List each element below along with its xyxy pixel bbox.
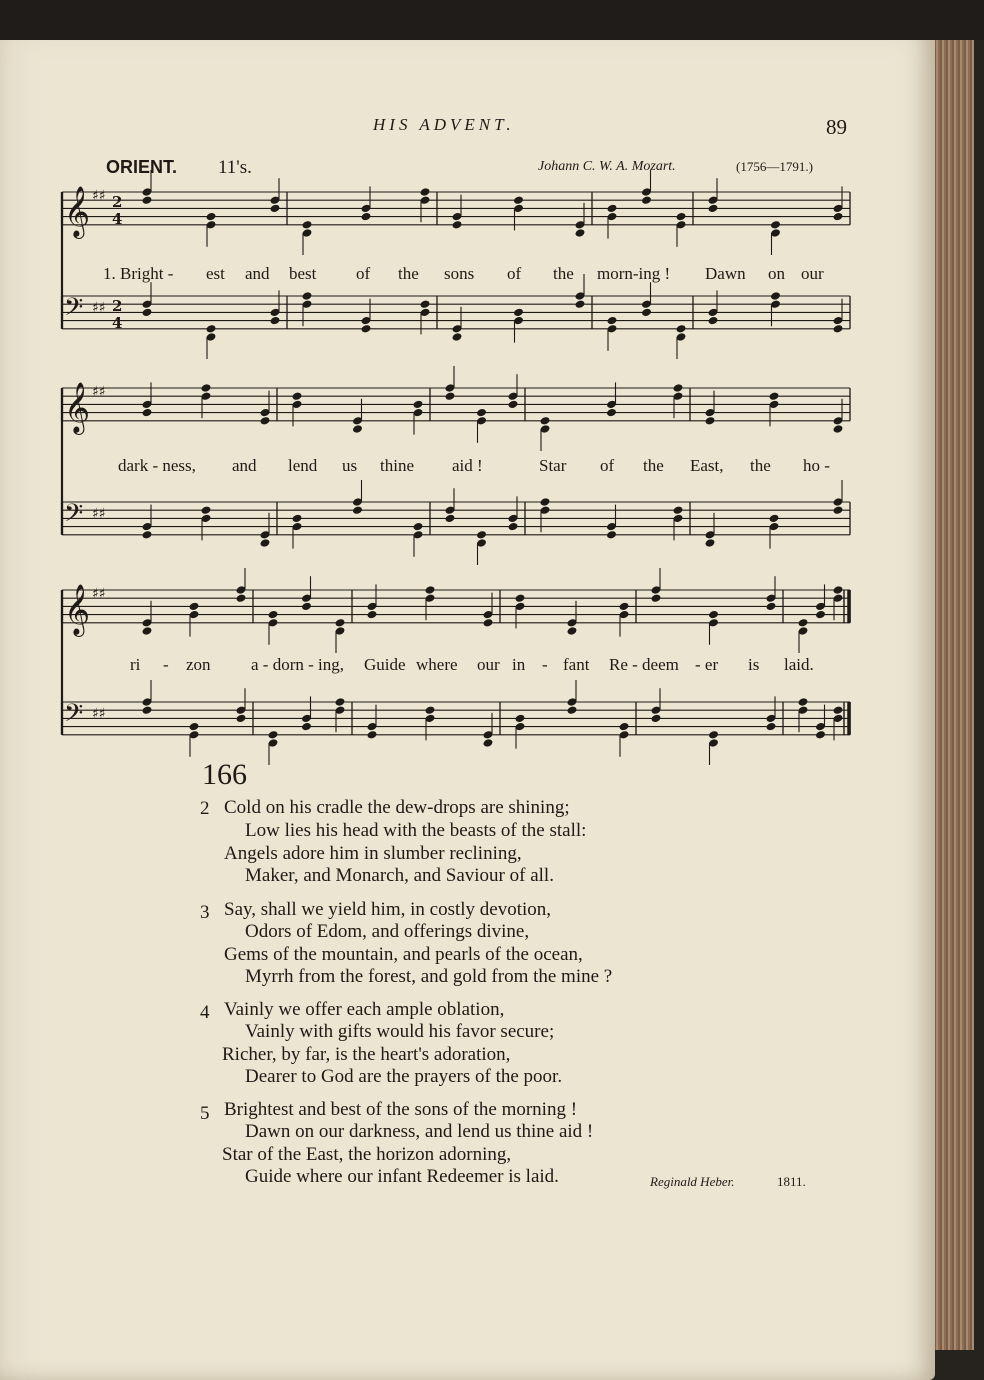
notehead — [483, 738, 494, 748]
notehead — [619, 722, 630, 732]
notehead — [815, 610, 826, 620]
bass-clef: 𝄢 — [64, 699, 84, 734]
lyric-syllable: - — [542, 655, 548, 674]
stanza-number: 4 — [200, 1002, 210, 1023]
stanza-line: Richer, by far, is the heart's adoration, — [222, 1044, 511, 1065]
notehead — [413, 522, 424, 532]
notehead — [607, 204, 618, 214]
notehead — [352, 505, 363, 515]
lyric-syllable: - — [163, 655, 169, 674]
notehead — [676, 212, 687, 222]
notehead — [236, 714, 247, 724]
notehead — [508, 522, 519, 532]
notehead — [268, 610, 279, 620]
lyric-syllable: aid ! — [452, 456, 483, 475]
stanza-line: Low lies his head with the beasts of the stall: — [245, 820, 587, 841]
lyric-syllable: lend — [288, 456, 318, 475]
notehead — [798, 697, 809, 707]
lyric-syllable: laid. — [784, 655, 814, 674]
notehead — [508, 400, 519, 410]
stanza-line: Dearer to God are the prayers of the poor. — [245, 1066, 563, 1087]
notehead — [476, 530, 487, 540]
notehead — [515, 714, 526, 724]
notehead — [142, 626, 153, 636]
notehead — [606, 530, 617, 540]
lyric-syllable: Guide — [364, 655, 406, 674]
lyric-syllable: ri — [130, 655, 141, 674]
bass-clef: 𝄢 — [64, 293, 84, 328]
notehead — [413, 400, 424, 410]
notehead — [270, 316, 281, 326]
notehead — [142, 705, 153, 715]
stanza-number: 5 — [200, 1103, 210, 1124]
notehead — [260, 538, 271, 548]
notehead — [292, 391, 303, 401]
stanza-line: Odors of Edom, and offerings divine, — [245, 921, 530, 942]
lyric-syllable: is — [748, 655, 760, 674]
lyric-syllable: - er — [695, 655, 719, 674]
notehead — [567, 705, 578, 715]
time-signature: 2 — [112, 193, 123, 211]
key-signature: ♯♯ — [92, 384, 106, 400]
notehead — [367, 610, 378, 620]
notehead — [142, 408, 153, 418]
key-signature: ♯♯ — [92, 706, 106, 722]
treble-clef: 𝄞 — [64, 382, 91, 433]
lyric-syllable: best — [289, 264, 317, 283]
lyric-syllable: 1. Bright - — [103, 264, 174, 283]
lyric-syllable: Dawn — [705, 264, 746, 283]
notehead — [142, 195, 153, 205]
treble-clef: 𝄞 — [64, 584, 91, 635]
lyric-syllable: Star — [539, 456, 567, 475]
notehead — [815, 730, 826, 740]
notehead — [206, 212, 217, 222]
lyric-syllable: thine — [380, 456, 414, 475]
notehead — [798, 618, 809, 628]
notehead — [425, 585, 436, 595]
notehead — [705, 538, 716, 548]
notehead — [540, 416, 551, 426]
notehead — [268, 730, 279, 740]
lyric-syllable: sons — [444, 264, 475, 283]
notehead — [705, 416, 716, 426]
notehead — [673, 505, 684, 515]
notehead — [540, 497, 551, 507]
composer-dates: (1756—1791.) — [736, 159, 813, 174]
key-signature: ♯♯ — [92, 188, 106, 204]
notehead — [301, 602, 312, 612]
notehead — [206, 324, 217, 334]
notehead — [833, 212, 844, 222]
notehead — [445, 514, 456, 524]
notehead — [452, 332, 463, 342]
notehead — [770, 220, 781, 230]
stanza-line: Vainly with gifts would his favor secure; — [245, 1021, 555, 1042]
tune-name: ORIENT. — [106, 157, 178, 177]
notehead — [189, 722, 200, 732]
lyric-syllable: and — [232, 456, 257, 475]
notehead — [425, 705, 436, 715]
lyric-syllable: the — [553, 264, 574, 283]
stanza-line: Dawn on our darkness, and lend us thine aid ! — [245, 1121, 594, 1142]
notehead — [292, 514, 303, 524]
lyric-syllable: our — [477, 655, 500, 674]
lyric-syllable: and — [245, 264, 270, 283]
notehead — [766, 722, 777, 732]
stanza-number: 2 — [200, 798, 210, 819]
notehead — [476, 408, 487, 418]
lyric-syllable: zon — [186, 655, 211, 674]
notehead — [708, 316, 719, 326]
notehead — [302, 291, 313, 301]
notehead — [708, 730, 719, 740]
notehead — [641, 308, 652, 318]
treble-clef: 𝄞 — [64, 186, 91, 237]
notehead — [567, 626, 578, 636]
stanza-line: Cold on his cradle the dew-drops are shining; — [224, 797, 570, 818]
notehead — [673, 383, 684, 393]
lyric-syllable: a - dorn - ing, — [251, 655, 345, 674]
hymn-author: Reginald Heber. — [650, 1174, 735, 1189]
notehead — [201, 505, 212, 515]
notehead — [770, 291, 781, 301]
notehead — [833, 324, 844, 334]
notehead — [420, 187, 431, 197]
notehead — [361, 212, 372, 222]
lyric-syllable: of — [356, 264, 371, 283]
notehead — [420, 299, 431, 309]
notehead — [270, 204, 281, 214]
notehead — [483, 618, 494, 628]
notehead — [236, 593, 247, 603]
page-number: 89 — [826, 115, 847, 139]
notehead — [708, 610, 719, 620]
notehead — [301, 722, 312, 732]
notehead — [833, 424, 844, 434]
bass-clef: 𝄢 — [64, 499, 84, 534]
lyric-syllable: ho - — [803, 456, 830, 475]
lyric-syllable: est — [206, 264, 225, 283]
lyric-syllable: of — [600, 456, 615, 475]
lyric-syllable: the — [750, 456, 771, 475]
stanza-line: Say, shall we yield him, in costly devotion, — [224, 899, 552, 920]
notehead — [367, 730, 378, 740]
lyric-syllable: the — [643, 456, 664, 475]
lyric-syllable: of — [507, 264, 522, 283]
lyric-syllable: us — [342, 456, 358, 475]
notehead — [201, 383, 212, 393]
stanza-line: Angels adore him in slumber reclining, — [224, 843, 522, 864]
stanza-line: Brightest and best of the sons of the morning ! — [224, 1099, 578, 1120]
time-signature: 4 — [112, 314, 123, 332]
notehead — [445, 391, 456, 401]
stanza-line: Maker, and Monarch, and Saviour of all. — [245, 865, 554, 886]
notehead — [515, 593, 526, 603]
lyric-syllable: morn-ing ! — [597, 264, 671, 283]
notehead — [575, 299, 586, 309]
notehead — [513, 195, 524, 205]
notehead — [833, 585, 844, 595]
time-signature: 2 — [112, 297, 123, 315]
notehead — [676, 324, 687, 334]
key-signature: ♯♯ — [92, 506, 106, 522]
notehead — [335, 697, 346, 707]
notehead — [189, 602, 200, 612]
lyric-syllable: dark - ness, — [118, 456, 196, 475]
notehead — [651, 593, 662, 603]
lyric-syllable: East, — [690, 456, 724, 475]
notehead — [260, 416, 271, 426]
notehead — [708, 204, 719, 214]
notehead — [575, 228, 586, 238]
stanza-line: Vainly we offer each ample oblation, — [224, 999, 505, 1020]
notehead — [606, 408, 617, 418]
notehead — [607, 316, 618, 326]
lyric-syllable: in — [512, 655, 526, 674]
key-signature: ♯♯ — [92, 586, 106, 602]
notehead — [833, 505, 844, 515]
notehead — [619, 602, 630, 612]
notehead — [769, 514, 780, 524]
stanza-line: Guide where our infant Redeemer is laid. — [245, 1166, 559, 1187]
lyric-syllable: where — [416, 655, 458, 674]
key-signature: ♯♯ — [92, 300, 106, 316]
hymn-year: 1811. — [777, 1174, 806, 1189]
hymn-number: 166 — [202, 758, 247, 791]
notehead — [142, 530, 153, 540]
composer: Johann C. W. A. Mozart. — [538, 159, 676, 174]
notehead — [766, 602, 777, 612]
notehead — [142, 308, 153, 318]
tune-meter: 11's. — [218, 157, 252, 178]
lyric-syllable: the — [398, 264, 419, 283]
notehead — [352, 424, 363, 434]
notehead — [833, 705, 844, 715]
notehead — [769, 391, 780, 401]
notehead — [361, 324, 372, 334]
stanza-line: Star of the East, the horizon adorning, — [222, 1144, 512, 1165]
notehead — [513, 308, 524, 318]
notehead — [302, 220, 313, 230]
stanza-number: 3 — [200, 902, 210, 923]
stanza-line: Gems of the mountain, and pearls of the ocean, — [224, 944, 583, 965]
lyric-syllable: fant — [563, 655, 590, 674]
time-signature: 4 — [112, 210, 123, 228]
lyric-syllable: Re - deem — [609, 655, 679, 674]
stanza-line: Myrrh from the forest, and gold from the mine ? — [245, 966, 613, 987]
notehead — [651, 714, 662, 724]
lyric-syllable: on — [768, 264, 785, 283]
notehead — [641, 195, 652, 205]
notehead — [452, 220, 463, 230]
lyric-syllable: our — [801, 264, 824, 283]
notehead — [335, 618, 346, 628]
running-title: HIS ADVENT. — [373, 115, 515, 134]
